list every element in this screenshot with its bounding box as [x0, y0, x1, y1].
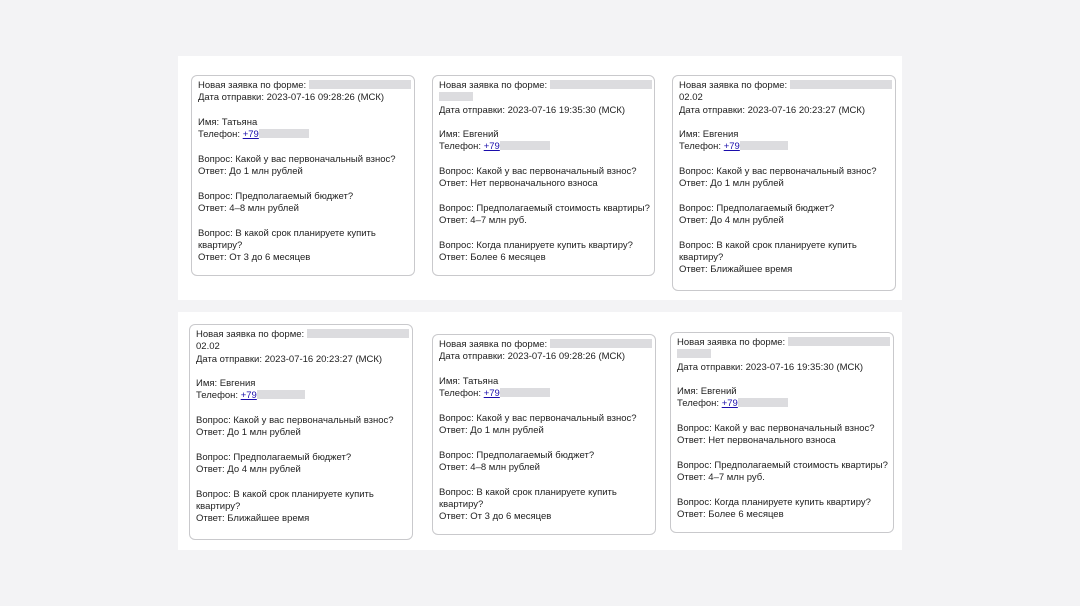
answer-text: До 1 млн рублей [227, 427, 301, 439]
name-label: Имя: [439, 129, 461, 141]
answer-label: Ответ: [439, 178, 468, 190]
redacted-form-name [309, 80, 411, 89]
redacted-form-name [550, 339, 652, 348]
question-text: Какой у вас первоначальный взнос? [233, 415, 394, 427]
answer-label: Ответ: [196, 464, 225, 476]
question-text: Предполагаемый стоимость квартиры? [476, 202, 650, 214]
redacted-phone [740, 141, 788, 150]
answer-label: Ответ: [679, 178, 708, 190]
answer-label: Ответ: [677, 435, 706, 447]
question-label: Вопрос: [439, 412, 474, 424]
form-label: Новая заявка по форме: [196, 329, 305, 340]
name-value: Евгения [702, 129, 739, 141]
date-label: Дата отправки: [679, 104, 745, 116]
answer-label: Ответ: [198, 202, 227, 214]
question-label: Вопрос: [679, 202, 714, 214]
answer-text: 4–8 млн рублей [229, 202, 299, 214]
question-text-cont: квартиру? [198, 239, 243, 251]
phone-label: Телефон: [198, 129, 241, 141]
date-value: 2023-07-16 20:23:27 (МСК) [747, 104, 866, 116]
question-label: Вопрос: [439, 239, 474, 251]
question-label: Вопрос: [679, 239, 714, 251]
answer-label: Ответ: [439, 252, 468, 264]
request-card-evgeniy [432, 75, 655, 276]
question-text: Когда планируете купить квартиру? [476, 239, 633, 251]
question-label: Вопрос: [439, 486, 474, 498]
name-label: Имя: [439, 375, 461, 387]
phone-label: Телефон: [439, 141, 482, 153]
answer-text: Нет первоначального взноса [708, 435, 836, 447]
name-value: Евгений [462, 129, 499, 141]
name-label: Имя: [677, 386, 699, 398]
date-value: 2023-07-16 09:28:26 (МСК) [266, 92, 385, 104]
question-label: Вопрос: [439, 449, 474, 461]
date-value: 2023-07-16 09:28:26 (МСК) [507, 351, 626, 363]
request-card-tatyana [432, 334, 656, 535]
request-card-evgeniy [670, 332, 894, 533]
answer-text: 4–7 млн руб. [470, 215, 527, 227]
answer-label: Ответ: [679, 264, 708, 276]
name-label: Имя: [196, 378, 218, 390]
answer-text: От 3 до 6 месяцев [229, 252, 311, 264]
name-value: Евгения [219, 378, 256, 390]
answer-text: До 4 млн рублей [227, 464, 301, 476]
phone-label: Телефон: [196, 390, 239, 402]
redacted-form-name [550, 80, 652, 89]
request-card-evgeniya [189, 324, 413, 540]
form-label: Новая заявка по форме: [198, 80, 307, 91]
redacted-phone [500, 141, 550, 150]
form-name-suffix: 02.02 [679, 92, 703, 104]
name-label: Имя: [198, 116, 220, 128]
question-text: Какой у вас первоначальный взнос? [476, 412, 637, 424]
redacted-phone [259, 129, 309, 138]
answer-text: Нет первоначального взноса [470, 178, 598, 190]
date-label: Дата отправки: [439, 104, 505, 116]
question-text-cont: квартиру? [679, 252, 724, 264]
answer-label: Ответ: [439, 461, 468, 473]
question-label: Вопрос: [439, 166, 474, 178]
question-text: Предполагаемый бюджет? [235, 190, 354, 202]
phone-label: Телефон: [677, 398, 720, 410]
question-text: В какой срок планируете купить [716, 239, 857, 251]
question-text: Предполагаемый стоимость квартиры? [714, 459, 888, 471]
answer-text: 4–8 млн рублей [470, 461, 540, 473]
answer-text: До 1 млн рублей [470, 425, 544, 437]
question-label: Вопрос: [677, 496, 712, 508]
answer-text: От 3 до 6 месяцев [470, 511, 552, 523]
question-text: В какой срок планируете купить [476, 486, 617, 498]
form-label: Новая заявка по форме: [439, 80, 548, 91]
phone-link[interactable]: +79 [240, 390, 257, 402]
date-label: Дата отправки: [677, 361, 743, 373]
date-label: Дата отправки: [439, 351, 505, 363]
question-text-cont: квартиру? [439, 498, 484, 510]
phone-link[interactable]: +79 [242, 129, 259, 141]
answer-label: Ответ: [198, 252, 227, 264]
name-value: Татьяна [221, 116, 258, 128]
name-label: Имя: [679, 129, 701, 141]
question-label: Вопрос: [679, 166, 714, 178]
phone-link[interactable]: +79 [483, 388, 500, 400]
answer-label: Ответ: [439, 511, 468, 523]
question-label: Вопрос: [677, 423, 712, 435]
date-value: 2023-07-16 19:35:30 (МСК) [507, 104, 626, 116]
form-label: Новая заявка по форме: [677, 337, 786, 348]
question-label: Вопрос: [677, 459, 712, 471]
date-value: 2023-07-16 20:23:27 (МСК) [264, 353, 383, 365]
answer-label: Ответ: [196, 513, 225, 525]
phone-label: Телефон: [439, 388, 482, 400]
answer-text: Более 6 месяцев [470, 252, 546, 264]
answer-text: Ближайшее время [227, 513, 310, 525]
redacted-form-name-cont [439, 92, 473, 101]
question-label: Вопрос: [196, 488, 231, 500]
redacted-form-name-cont [677, 349, 711, 358]
redacted-form-name [790, 80, 892, 89]
answer-label: Ответ: [679, 215, 708, 227]
date-label: Дата отправки: [198, 92, 264, 104]
form-label: Новая заявка по форме: [679, 80, 788, 91]
answer-text: Более 6 месяцев [708, 509, 784, 521]
screenshot-panel-top [178, 56, 902, 300]
date-label: Дата отправки: [196, 353, 262, 365]
answer-label: Ответ: [196, 427, 225, 439]
phone-link[interactable]: +79 [721, 398, 738, 410]
question-text: В какой срок планируете купить [235, 227, 376, 239]
form-name-suffix: 02.02 [196, 341, 220, 353]
answer-label: Ответ: [439, 215, 468, 227]
answer-label: Ответ: [677, 472, 706, 484]
question-label: Вопрос: [198, 153, 233, 165]
question-label: Вопрос: [196, 451, 231, 463]
answer-label: Ответ: [198, 166, 227, 178]
answer-label: Ответ: [439, 425, 468, 437]
screenshot-panel-bottom [178, 312, 902, 550]
answer-label: Ответ: [677, 509, 706, 521]
redacted-phone [257, 390, 305, 399]
question-label: Вопрос: [196, 415, 231, 427]
answer-text: 4–7 млн руб. [708, 472, 765, 484]
redacted-form-name [788, 337, 890, 346]
question-text: В какой срок планируете купить [233, 488, 374, 500]
question-text: Какой у вас первоначальный взнос? [716, 166, 877, 178]
answer-text: До 4 млн рублей [710, 215, 784, 227]
question-text: Какой у вас первоначальный взнос? [714, 423, 875, 435]
phone-link[interactable]: +79 [483, 141, 500, 153]
answer-text: До 1 млн рублей [229, 166, 303, 178]
request-card-tatyana [191, 75, 415, 276]
answer-text: До 1 млн рублей [710, 178, 784, 190]
question-text: Когда планируете купить квартиру? [714, 496, 871, 508]
question-text-cont: квартиру? [196, 501, 241, 513]
question-text: Предполагаемый бюджет? [233, 451, 352, 463]
form-label: Новая заявка по форме: [439, 339, 548, 350]
phone-link[interactable]: +79 [723, 141, 740, 153]
redacted-phone [500, 388, 550, 397]
answer-text: Ближайшее время [710, 264, 793, 276]
request-card-evgeniya [672, 75, 896, 291]
date-value: 2023-07-16 19:35:30 (МСК) [745, 361, 864, 373]
question-text: Предполагаемый бюджет? [476, 449, 595, 461]
name-value: Татьяна [462, 375, 499, 387]
question-text: Предполагаемый бюджет? [716, 202, 835, 214]
question-text: Какой у вас первоначальный взнос? [235, 153, 396, 165]
phone-label: Телефон: [679, 141, 722, 153]
name-value: Евгений [700, 386, 737, 398]
redacted-phone [738, 398, 788, 407]
question-text: Какой у вас первоначальный взнос? [476, 166, 637, 178]
question-label: Вопрос: [439, 202, 474, 214]
redacted-form-name [307, 329, 409, 338]
question-label: Вопрос: [198, 190, 233, 202]
question-label: Вопрос: [198, 227, 233, 239]
